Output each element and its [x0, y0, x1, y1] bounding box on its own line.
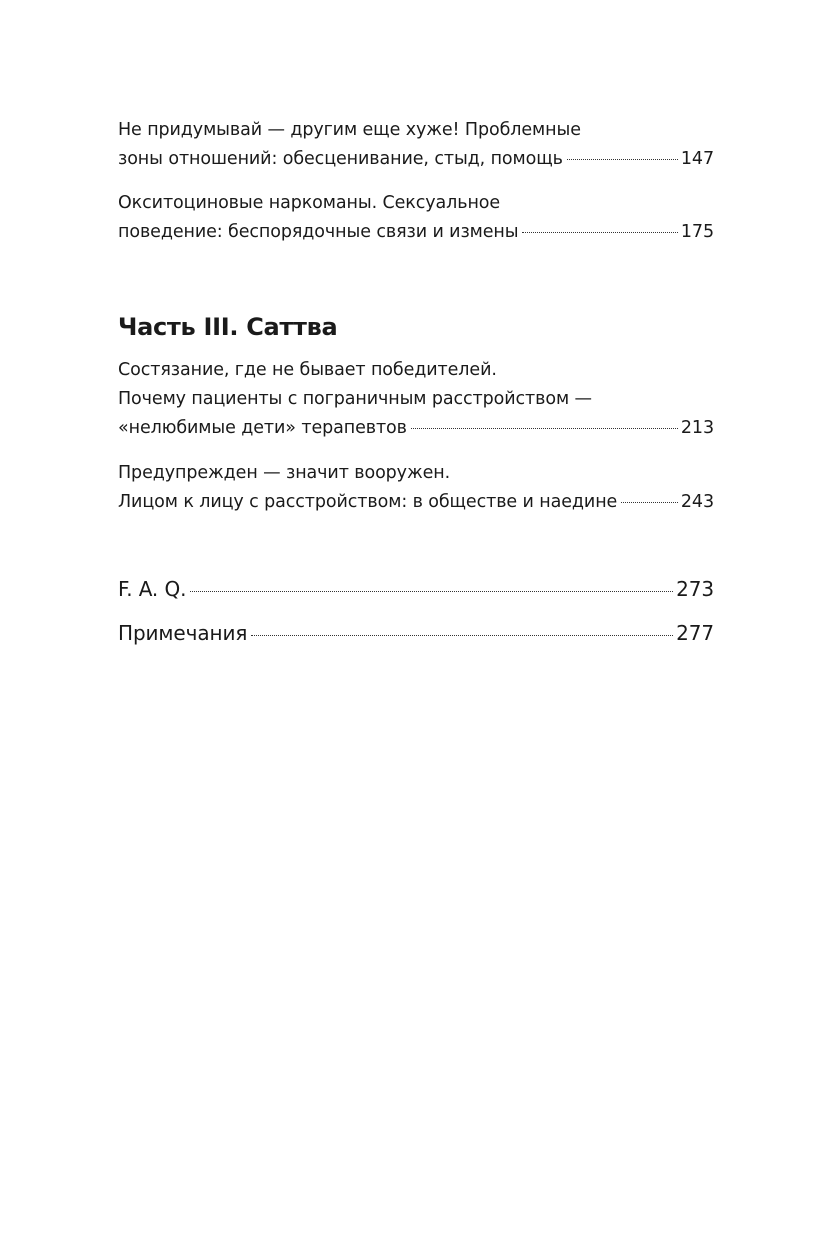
- toc-entry-title-line: Почему пациенты с пограничным расстройством —: [118, 389, 592, 409]
- page-number: 213: [680, 418, 714, 438]
- toc-entry-devaluation: [118, 116, 714, 174]
- part-heading: Часть III. Саттва: [118, 313, 338, 341]
- toc-entry-last-line: [118, 619, 714, 648]
- page-number: 147: [680, 149, 714, 169]
- toc-entry-notes: [118, 619, 714, 648]
- dot-leader: [567, 159, 678, 160]
- dot-leader: [411, 428, 678, 429]
- page-number: 243: [680, 492, 714, 512]
- toc-entry-competition: [118, 356, 714, 443]
- dot-leader: [621, 502, 678, 503]
- toc-entry-title-line: поведение: беспорядочные связи и измены: [118, 222, 519, 242]
- dot-leader: [190, 591, 673, 592]
- toc-entry-title-line: зоны отношений: обесценивание, стыд, помощь: [118, 149, 563, 169]
- toc-entry-title-line: Состязание, где не бывает победителей.: [118, 360, 497, 380]
- dot-leader: [251, 635, 673, 636]
- page-number: 273: [676, 577, 714, 601]
- toc-entry-oxytocin: [118, 189, 714, 247]
- toc-entry-faq: [118, 575, 714, 604]
- toc-entry-last-line: [118, 218, 714, 247]
- toc-entry-last-line: [118, 488, 714, 517]
- page-number: 277: [676, 621, 714, 645]
- toc-entry-title-line: Окситоциновые наркоманы. Сексуальное: [118, 193, 501, 213]
- toc-entry-title: Примечания: [118, 621, 248, 645]
- page-number: 175: [680, 222, 714, 242]
- toc-entry-title-line: Предупрежден — значит вооружен.: [118, 463, 451, 483]
- toc-entry-last-line: [118, 414, 714, 443]
- toc-entry-title-line: Лицом к лицу с расстройством: в обществе и наедине: [118, 492, 618, 512]
- toc-entry-last-line: [118, 575, 714, 604]
- toc-entry-last-line: [118, 145, 714, 174]
- toc-entry-title-line: «нелюбимые дети» терапевтов: [118, 418, 407, 438]
- dot-leader: [522, 232, 677, 233]
- toc-entry-title-line: Не придумывай — другим еще хуже! Проблемные: [118, 120, 581, 140]
- toc-entry-forewarned: [118, 459, 714, 517]
- toc-entry-title: F. A. Q.: [118, 577, 187, 601]
